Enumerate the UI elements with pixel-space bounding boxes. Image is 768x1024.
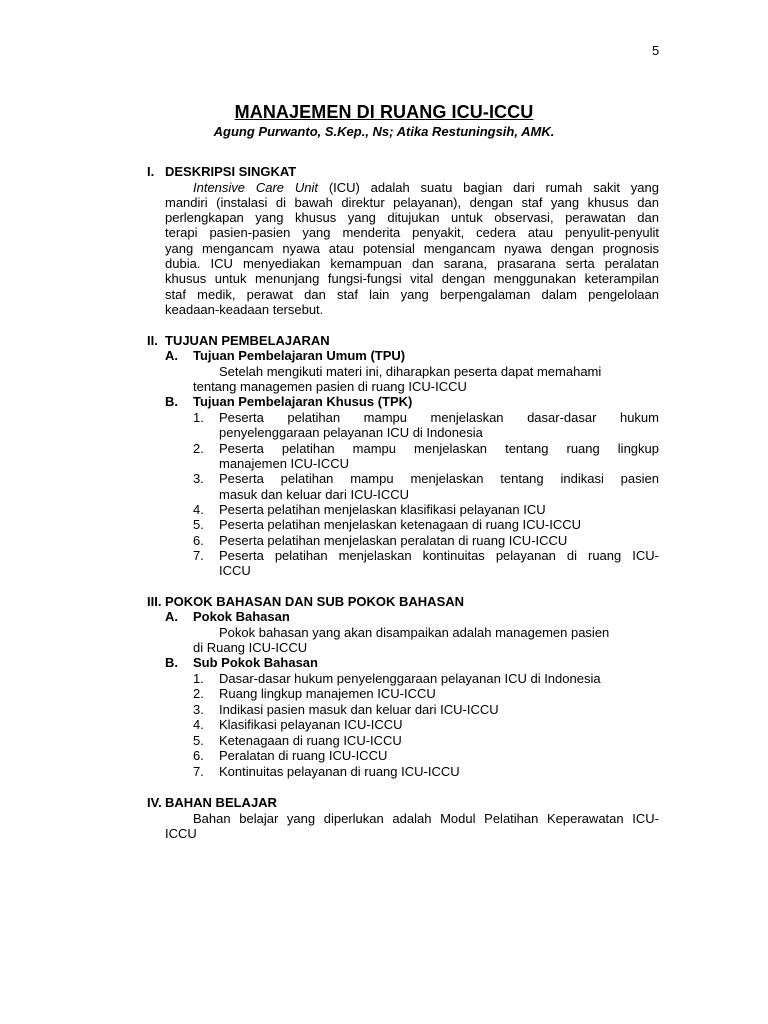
list-item: Peserta pelatihan menjelaskan peralatan di ruang ICU-ICCU bbox=[219, 533, 568, 548]
section-1-line-7: khusus untuk menunjang fungsi-fungsi vital dengan menggunakan keterampilan bbox=[165, 271, 659, 286]
section-1-line-1 bbox=[193, 180, 659, 195]
list-number: 4. bbox=[193, 502, 204, 517]
section-4-line-2: ICCU bbox=[165, 826, 197, 841]
section-1-line-3: perlengkapan yang khusus yang ditujukan untuk observasi, perawatan dan bbox=[165, 210, 659, 225]
section-1-line-5: yang mengancam nyawa atau potensial mengancam nyawa dengan prognosis bbox=[165, 241, 659, 256]
list-item: Peserta pelatihan menjelaskan kontinuitas pelayanan di ruang ICU- bbox=[219, 548, 659, 563]
list-number: 6. bbox=[193, 533, 204, 548]
section-4-heading: BAHAN BELAJAR bbox=[165, 795, 277, 810]
section-3-b-letter: B. bbox=[165, 655, 178, 670]
list-number: 1. bbox=[193, 410, 204, 425]
document-title: MANAJEMEN DI RUANG ICU-ICCU bbox=[234, 102, 534, 122]
section-2-b-letter: B. bbox=[165, 394, 178, 409]
list-item: Ruang lingkup manajemen ICU-ICCU bbox=[219, 686, 436, 701]
list-item-continuation: manajemen ICU-ICCU bbox=[219, 456, 350, 471]
section-2-a-line-1: Setelah mengikuti materi ini, diharapkan peserta dapat memahami bbox=[219, 364, 602, 379]
section-4-number: IV. bbox=[147, 795, 162, 810]
list-number: 4. bbox=[193, 717, 204, 732]
list-number: 1. bbox=[193, 671, 204, 686]
section-3-a-line-2: di Ruang ICU-ICCU bbox=[193, 640, 308, 655]
list-item: Ketenagaan di ruang ICU-ICCU bbox=[219, 733, 402, 748]
section-2-b-title: Tujuan Pembelajaran Khusus (TPK) bbox=[193, 394, 413, 409]
section-3-a-letter: A. bbox=[165, 609, 178, 624]
list-item: Peserta pelatihan mampu menjelaskan dasar-dasar hukum bbox=[219, 410, 659, 425]
list-number: 3. bbox=[193, 702, 204, 717]
list-number: 7. bbox=[193, 548, 204, 563]
list-item: Peserta pelatihan menjelaskan ketenagaan di ruang ICU-ICCU bbox=[219, 517, 582, 532]
section-1-heading: DESKRIPSI SINGKAT bbox=[165, 164, 297, 179]
list-number: 5. bbox=[193, 517, 204, 532]
list-number: 2. bbox=[193, 686, 204, 701]
section-3-a-title: Pokok Bahasan bbox=[193, 609, 290, 624]
list-item: Peserta pelatihan mampu menjelaskan tentang indikasi pasien bbox=[219, 471, 659, 486]
section-1-number: I. bbox=[147, 164, 155, 179]
section-2-heading: TUJUAN PEMBELAJARAN bbox=[165, 333, 330, 348]
list-item: Dasar-dasar hukum penyelenggaraan pelayanan ICU di Indonesia bbox=[219, 671, 601, 686]
section-2-a-line-2: tentang managemen pasien di ruang ICU-ICCU bbox=[193, 379, 467, 394]
section-3-number: III. bbox=[147, 594, 162, 609]
section-1-line-1-text: (ICU) adalah suatu bagian dari rumah sakit yang bbox=[328, 180, 659, 195]
document-authors: Agung Purwanto, S.Kep., Ns; Atika Restuningsih, AMK. bbox=[213, 124, 555, 139]
section-3-a-line-1: Pokok bahasan yang akan disampaikan adalah managemen pasien bbox=[219, 625, 610, 640]
list-item: Peserta pelatihan menjelaskan klasifikasi pelayanan ICU bbox=[219, 502, 546, 517]
list-number: 7. bbox=[193, 764, 204, 779]
section-1-line-9: keadaan-keadaan tersebut. bbox=[165, 302, 324, 317]
list-item: Klasifikasi pelayanan ICU-ICCU bbox=[219, 717, 403, 732]
section-1-line-4: terapi pasien-pasien yang menderita penyakit, cedera atau penyulit-penyulit bbox=[165, 225, 659, 240]
section-1-italic-lead: Intensive Care Unit bbox=[193, 180, 318, 195]
list-number: 6. bbox=[193, 748, 204, 763]
section-2-number: II. bbox=[147, 333, 158, 348]
section-1-line-2: mandiri (instalasi di bawah direktur pelayanan), dengan staf yang khusus dan bbox=[165, 195, 659, 210]
list-item-continuation: ICCU bbox=[219, 563, 251, 578]
section-2-a-letter: A. bbox=[165, 348, 178, 363]
list-number: 2. bbox=[193, 441, 204, 456]
list-item: Kontinuitas pelayanan di ruang ICU-ICCU bbox=[219, 764, 460, 779]
section-4-line-1: Bahan belajar yang diperlukan adalah Modul Pelatihan Keperawatan ICU- bbox=[193, 811, 659, 826]
list-number: 5. bbox=[193, 733, 204, 748]
list-item: Indikasi pasien masuk dan keluar dari ICU-ICCU bbox=[219, 702, 499, 717]
list-item-continuation: penyelenggaraan pelayanan ICU di Indonesia bbox=[219, 425, 483, 440]
section-3-b-title: Sub Pokok Bahasan bbox=[193, 655, 318, 670]
list-item-continuation: masuk dan keluar dari ICU-ICCU bbox=[219, 487, 410, 502]
list-item: Peralatan di ruang ICU-ICCU bbox=[219, 748, 388, 763]
section-3-heading: POKOK BAHASAN DAN SUB POKOK BAHASAN bbox=[165, 594, 465, 609]
section-1-line-8: staf medik, perawat dan staf lain yang berpengalaman dalam pengelolaan bbox=[165, 287, 659, 302]
page-number: 5 bbox=[652, 43, 660, 58]
list-item: Peserta pelatihan mampu menjelaskan tentang ruang lingkup bbox=[219, 441, 659, 456]
section-2-a-title: Tujuan Pembelajaran Umum (TPU) bbox=[193, 348, 406, 363]
section-1-line-6: dubia. ICU menyediakan kemampuan dan sarana, prasarana serta peralatan bbox=[165, 256, 659, 271]
list-number: 3. bbox=[193, 471, 204, 486]
